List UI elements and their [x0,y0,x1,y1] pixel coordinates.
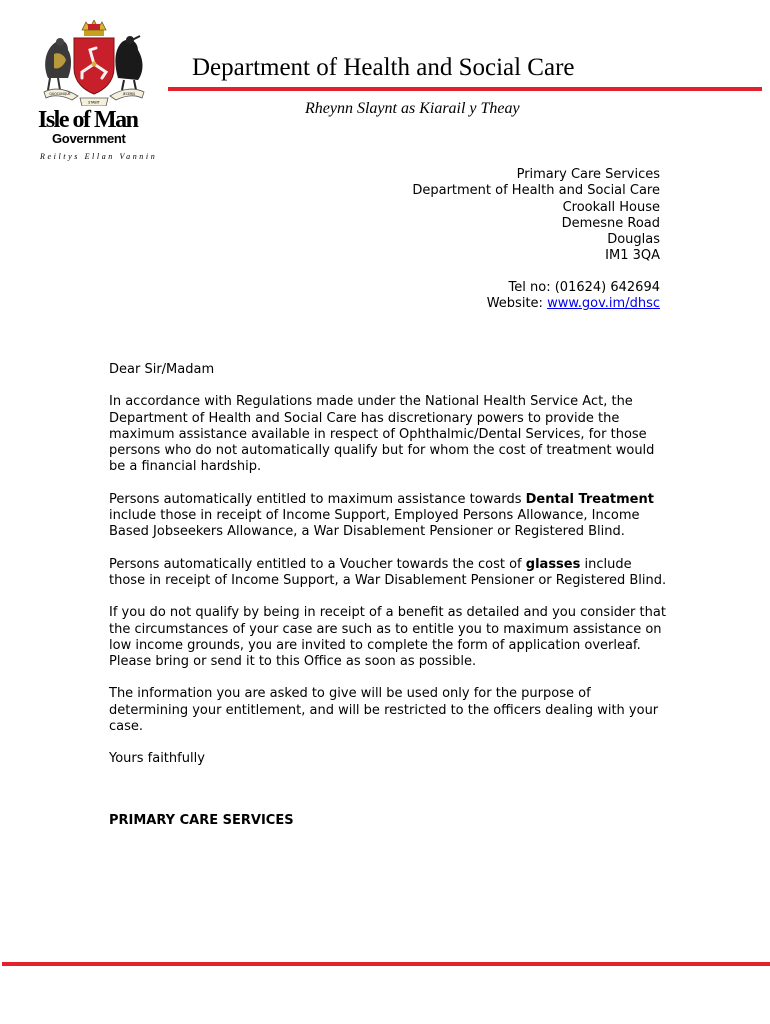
paragraph: Persons automatically entitled to maximum assistance towards Dental Treatment include those in receipt of Income Support, Employed Persons Allowance, Income Based Jobseekers Allowance, a War Disablement Pensioner or Registered Blind. [109,491,654,540]
raven-icon [115,36,142,90]
org-motto: Reiltys Ellan Vannin [40,152,158,161]
sender-address [412,167,660,265]
website-link[interactable]: www.gov.im/dhsc [547,296,660,312]
department-title: Department of Health and Social Care [192,54,575,81]
address-line: Douglas [607,232,660,248]
org-name-subtitle: Government [52,131,126,146]
org-name: Isle of Man [38,107,138,133]
government-crest-logo [38,20,150,106]
address-line: Crookall House [562,199,660,215]
paragraph: In accordance with Regulations made under the National Health Service Act, the Department of Health and Social Care has discretionary powers to provide the maximum assistance available in respect of Ophthalmic/Dental Services, for those persons who do not automatically qualify but for whom the cost of treatment would be a financial hardship. [109,394,655,475]
emphasis-dental-treatment: Dental Treatment [525,491,654,507]
svg-text:JECERIS: JECERIS [122,92,136,96]
shield-icon [74,38,114,94]
address-line: IM1 3QA [605,248,660,264]
address-line: Department of Health and Social Care [412,183,660,199]
footer-divider [2,962,770,966]
letter-body [109,362,669,784]
closing: Yours faithfully [109,751,205,767]
paragraph: If you do not qualify by being in receipt of a benefit as detailed and you consider that the circumstances of your case are such as to entitle you to maximum assistance on low income grounds, you are invited to complete the form of application overleaf. Please bring or send it to this Office as soon as possible. [109,605,666,670]
department-motto: Rheynn Slaynt as Kiarail y Theay [305,100,520,117]
svg-text:QUOCUNQUE: QUOCUNQUE [49,92,71,96]
salutation: Dear Sir/Madam [109,362,215,377]
svg-text:STABIT: STABIT [88,100,100,105]
website-label: Website: [486,296,543,312]
website [487,296,660,312]
tel-number: (01624) 642694 [554,280,660,295]
crown-icon [82,20,106,36]
paragraph: The information you are asked to give will be used only for the purpose of determining your entitlement, and will be restricted to the officers dealing with your case. [109,686,659,735]
telephone [487,280,660,296]
contact-details [487,280,660,313]
header-divider [168,87,762,91]
paragraph: Persons automatically entitled to a Voucher towards the cost of glasses include those in receipt of Income Support, a War Disablement Pensioner or Registered Blind. [109,556,667,588]
address-line: Demesne Road [561,215,660,231]
emphasis-glasses: glasses [525,556,581,572]
signature: PRIMARY CARE SERVICES [109,813,294,828]
falcon-icon [45,38,71,90]
address-line: Primary Care Services [516,167,660,182]
tel-label: Tel no: [508,280,551,295]
